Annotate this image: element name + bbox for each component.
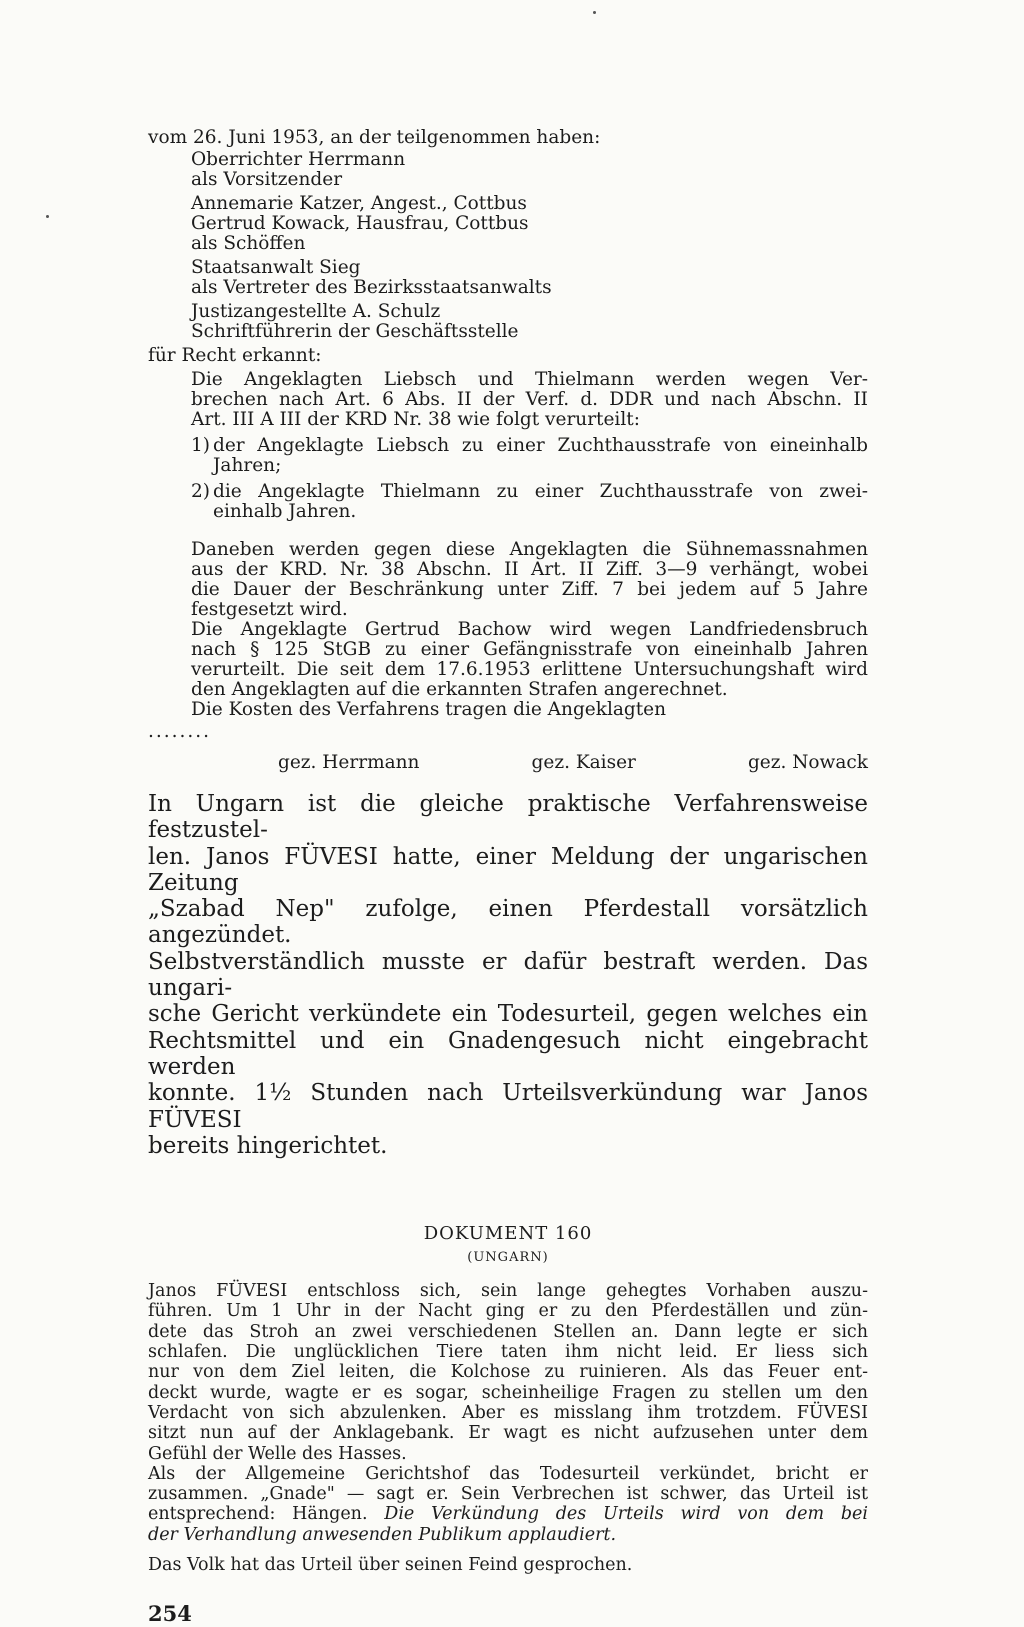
text-line: Die Angeklagte Gertrud Bachow wird wegen Landfriedensbruch xyxy=(191,619,868,640)
text-line: Als der Allgemeine Gerichtshof das Todesurteil verkündet, bricht er xyxy=(148,1463,868,1484)
verdict-intro: vom 26. Juni 1953, an der teilgenommen haben: xyxy=(148,127,601,148)
text-line: der Angeklagte Liebsch zu einer Zuchthausstrafe von eineinhalb xyxy=(213,435,868,456)
ruling-paragraph xyxy=(148,370,868,430)
participant-line: Annemarie Katzer, Angest., Cottbus xyxy=(191,193,527,214)
ellipsis: ........ xyxy=(148,721,212,742)
signature: gez. Herrmann xyxy=(278,752,420,773)
text-line: verurteilt. Die seit dem 17.6.1953 erlittene Untersuchungshaft wird xyxy=(191,659,868,680)
text-line: schlafen. Die unglücklichen Tiere taten ihm nicht leid. Er liess sich xyxy=(148,1342,868,1363)
list-number: 2) xyxy=(191,481,210,502)
text-line: aus der KRD. Nr. 38 Abschn. II Art. II Ziff. 3—9 verhängt, wobei xyxy=(191,559,868,580)
text-line: sitzt nun auf der Anklagebank. Er wagt es nicht aufzusehen unter dem xyxy=(148,1423,868,1444)
participant-line: als Vertreter des Bezirksstaatsanwalts xyxy=(191,277,552,298)
participant-line: als Vorsitzender xyxy=(191,169,343,190)
closing-line: Das Volk hat das Urteil über seinen Feind gesprochen. xyxy=(148,1555,633,1576)
document-page xyxy=(148,128,868,1626)
participant-block xyxy=(148,150,868,190)
text-line: Gefühl der Welle des Hasses. xyxy=(148,1443,407,1464)
text-line: nach § 125 StGB zu einer Gefängnisstrafe von eineinhalb Jahren xyxy=(191,639,868,660)
text-line: führen. Um 1 Uhr in der Nacht ging er zu den Pferdeställen und zün- xyxy=(148,1301,868,1322)
text-line: einhalb Jahren. xyxy=(213,501,357,522)
text-line: konnte. 1½ Stunden nach Urteilsverkündung war Janos FÜVESI xyxy=(148,1080,868,1133)
text-line: die Angeklagte Thielmann zu einer Zuchthausstrafe von zwei- xyxy=(213,481,868,502)
text-line: brechen nach Art. 6 Abs. II der Verf. d. DDR und nach Abschn. II xyxy=(191,389,868,410)
participant-line: Schriftführerin der Geschäftsstelle xyxy=(191,321,519,342)
page-number: 254 xyxy=(148,1601,192,1627)
text-line xyxy=(148,1504,868,1524)
text-line: den Angeklagten auf die erkannten Strafen angerechnet. xyxy=(191,679,728,700)
text-line: Die Angeklagten Liebsch und Thielmann werden wegen Ver- xyxy=(191,369,868,390)
document-subtitle: (UNGARN) xyxy=(467,1250,549,1266)
text-line: bereits hingerichtet. xyxy=(148,1132,388,1159)
sentence-item xyxy=(148,482,868,522)
participant-block xyxy=(148,258,868,298)
text-line: deckt wurde, wagte er es sogar, scheinheilige Fragen zu stellen um den xyxy=(148,1382,868,1403)
text-line: sche Gericht verkündete ein Todesurteil, gegen welches ein xyxy=(148,1001,868,1028)
speck xyxy=(46,215,49,218)
text-line: Jahren; xyxy=(213,455,282,476)
text-line: dete das Stroh an zwei verschiedenen Stellen an. Dann legte er sich xyxy=(148,1321,868,1342)
list-number: 1) xyxy=(191,435,210,456)
text-line: „Szabad Nep" zufolge, einen Pferdestall vorsätzlich angezündet. xyxy=(148,896,868,949)
text-span: entsprechend: Hängen. xyxy=(148,1504,385,1525)
document-title: DOKUMENT 160 xyxy=(423,1223,593,1245)
report-paragraph xyxy=(148,1281,868,1545)
signature: gez. Kaiser xyxy=(531,752,636,773)
participant-line: als Schöffen xyxy=(191,233,306,254)
additional-paragraph xyxy=(148,540,868,720)
text-line: zusammen. „Gnade" — sagt er. Sein Verbrechen ist schwer, das Urteil ist xyxy=(148,1484,868,1505)
text-line: len. Janos FÜVESI hatte, einer Meldung der ungarischen Zeitung xyxy=(148,843,868,896)
text-line: Rechtsmittel und ein Gnadengesuch nicht eingebracht werden xyxy=(148,1027,868,1080)
text-line: Daneben werden gegen diese Angeklagten die Sühnemassnahmen xyxy=(191,539,868,560)
text-line: die Dauer der Beschränkung unter Ziff. 7 bei jedem auf 5 Jahre xyxy=(191,579,868,600)
text-line: festgesetzt wird. xyxy=(191,599,348,620)
italic-text: Die Verkündung des Urteils wird von dem bei xyxy=(384,1504,868,1525)
participant-block xyxy=(148,194,868,254)
signature: gez. Nowack xyxy=(747,752,868,773)
text-line: Verdacht von sich abzulenken. Aber es misslang ihm trotzdem. FÜVESI xyxy=(148,1402,868,1423)
text-line: In Ungarn ist die gleiche praktische Verfahrensweise festzustel- xyxy=(148,791,868,844)
speck xyxy=(593,11,596,14)
italic-text: der Verhandlung anwesenden Publikum applaudiert. xyxy=(148,1524,617,1545)
sentence-item xyxy=(148,436,868,476)
participant-line: Staatsanwalt Sieg xyxy=(191,257,361,278)
text-line: Die Kosten des Verfahrens tragen die Angeklagten xyxy=(191,699,667,720)
commentary-paragraph xyxy=(148,791,868,1159)
participant-block xyxy=(148,302,868,342)
ruling-heading: für Recht erkannt: xyxy=(148,345,322,366)
text-line: Janos FÜVESI entschloss sich, sein lange gehegtes Vorhaben auszu- xyxy=(148,1281,868,1302)
participant-line: Justizangestellte A. Schulz xyxy=(191,301,441,322)
text-line: Selbstverständlich musste er dafür bestraft werden. Das ungari- xyxy=(148,948,868,1002)
participant-line: Oberrichter Herrmann xyxy=(191,149,406,170)
signature-row xyxy=(148,752,868,773)
text-line: Art. III A III der KRD Nr. 38 wie folgt verurteilt: xyxy=(191,409,640,430)
text-line: nur von dem Ziel leiten, die Kolchose zu ruinieren. Als das Feuer ent- xyxy=(148,1362,868,1383)
participant-line: Gertrud Kowack, Hausfrau, Cottbus xyxy=(191,213,529,234)
